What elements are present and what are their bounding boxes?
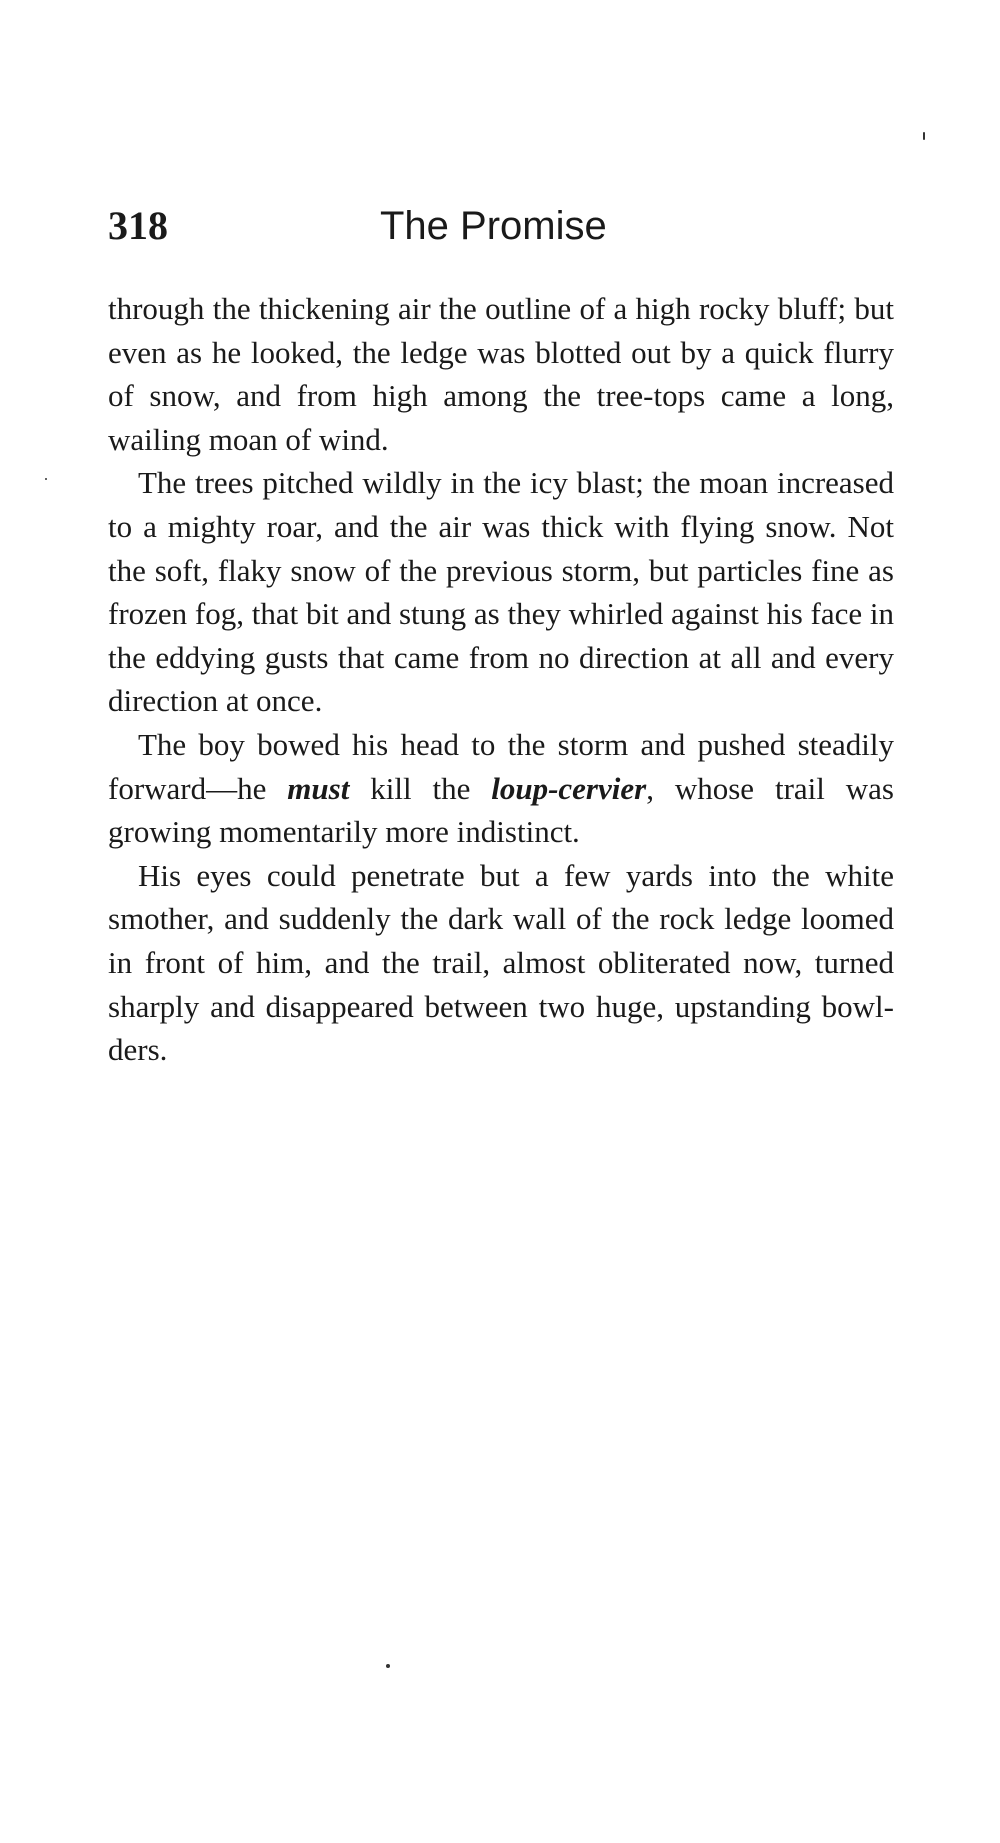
emphasis-text: must (287, 770, 350, 806)
paragraph-text: His eyes could penetrate but a few yards into the white smother, and suddenly the dark wall of the rock ledge loomed in front of him, and the trail, almost obliterated now, turned sharply and disappeared between two huge, upstanding bowlders. (108, 857, 894, 1068)
running-title: The Promise (380, 204, 607, 248)
page-number: 318 (108, 203, 168, 248)
scan-speck (923, 132, 925, 140)
paragraph (108, 854, 894, 1072)
paragraph-text: The trees pitched wildly in the icy blast; the moan increased to a mighty roar, and the air was thick with flying snow. Not the soft, flaky snow of the previous storm, but particles fine as frozen fog, that bit and stung as they whirled against his face in the eddying gusts that came from no direction at all and every direction at once. (108, 465, 894, 719)
paragraph-text: kill the (349, 770, 492, 806)
paragraph (108, 723, 894, 854)
scan-speck (386, 1664, 390, 1668)
paragraph-text: , whose trail was growing momentarily more indistinct. (108, 770, 894, 850)
page-header (108, 196, 898, 256)
scan-speck (45, 478, 47, 480)
paragraph-text: The boy bowed his head to the storm and pushed steadily forward—he (108, 726, 894, 806)
emphasis-text: loup-cervier (491, 770, 647, 806)
paragraph (108, 287, 894, 461)
paragraph (108, 461, 894, 723)
paragraph-text: through the thickening air the outline of a high rocky bluff; but even as he looked, the ledge was blotted out by a quick flurry of snow, and from high among the tree-tops came a long, wailing moan of wind. (108, 291, 894, 457)
text-body (108, 287, 894, 1072)
